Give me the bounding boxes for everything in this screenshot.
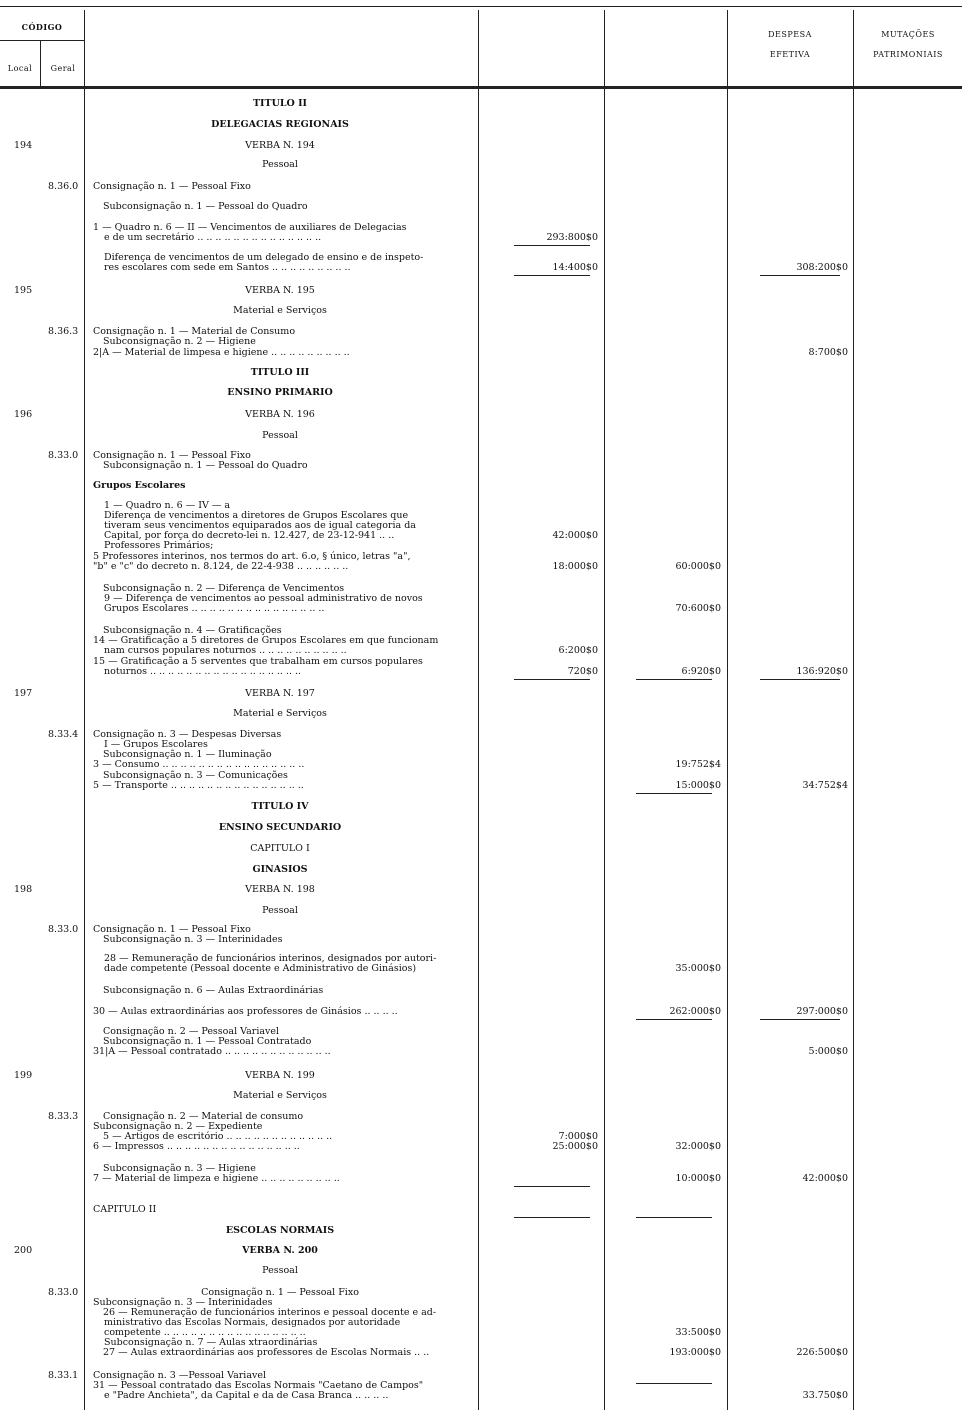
budget-line-text: Capital, por força do decreto-lei n. 12.427, de 23-12-941 .. .. <box>104 530 395 541</box>
local-code: 199 <box>14 1070 33 1081</box>
budget-line-text: 28 — Remuneração de funcionários interinos, designados por autori- <box>104 953 437 964</box>
budget-line-text: 30 — Aulas extraordinárias aos professores de Ginásios .. .. .. .. <box>93 1006 398 1017</box>
total-underline <box>636 1019 712 1020</box>
amount-v3: 262:000$0 <box>669 1006 721 1017</box>
amount-v4: 136:920$0 <box>796 666 848 677</box>
budget-line-text: 31 — Pessoal contratado das Escolas Normais "Caetano de Campos" <box>93 1380 424 1391</box>
section-heading: Material e Serviços <box>233 305 327 316</box>
geral-code: 8.36.3 <box>48 326 79 337</box>
section-heading: VERBA N. 198 <box>245 884 315 895</box>
budget-line-text: I — Grupos Escolares <box>104 739 208 750</box>
total-underline <box>514 679 590 680</box>
amount-v4: 33.750$0 <box>802 1390 848 1401</box>
amount-v3: 33:500$0 <box>675 1327 721 1338</box>
amount-v4: 42:000$0 <box>802 1173 848 1184</box>
section-heading: VERBA N. 194 <box>245 140 315 151</box>
budget-line-text: Subconsignação n. 1 — Pessoal Contratado <box>103 1036 312 1047</box>
amount-v3: 32:000$0 <box>675 1141 721 1152</box>
despesa-header: DESPESA <box>768 30 812 39</box>
budget-line-text: Subconsignação n. 3 — Higiene <box>103 1163 256 1174</box>
local-code: 198 <box>14 884 33 895</box>
amount-v3: 10:000$0 <box>675 1173 721 1184</box>
budget-line-text: dade competente (Pessoal docente e Administrativo de Ginásios) <box>104 963 417 974</box>
geral-code: 8.36.0 <box>48 181 79 192</box>
local-header: Local <box>7 64 33 73</box>
budget-line-text: Diferença de vencimentos de um delegado de ensino e de inspeto- <box>104 252 424 263</box>
budget-line-text: Consignação n. 3 —Pessoal Variavel <box>93 1370 267 1381</box>
col-line-geral <box>84 10 85 1410</box>
budget-line-text: Grupos Escolares .. .. .. .. .. .. .. .. .. .. .. .. .. .. .. <box>104 603 325 614</box>
budget-line-text: CAPITULO II <box>93 1204 157 1215</box>
section-heading: ENSINO SECUNDARIO <box>218 822 342 833</box>
budget-line-text: noturnos .. .. .. .. .. .. .. .. .. .. .. .. .. .. .. .. .. <box>104 666 302 677</box>
budget-line-text: nam cursos populares noturnos .. .. .. .. .. .. .. .. .. .. <box>104 645 347 656</box>
geral-code: 8.33.1 <box>48 1370 79 1381</box>
budget-line-text: 27 — Aulas extraordinárias aos professores de Escolas Normais .. .. <box>103 1347 430 1358</box>
section-heading: VERBA N. 197 <box>245 688 315 699</box>
total-underline <box>514 245 590 246</box>
col-line-v1 <box>604 10 605 1410</box>
amount-v4: 226:500$0 <box>796 1347 848 1358</box>
geral-code: 8.33.0 <box>48 924 79 935</box>
budget-line-text: 14 — Gratificação a 5 diretores de Grupos Escolares em que funcionam <box>93 635 439 646</box>
budget-line-text: ministrativo das Escolas Normais, designados por autoridade <box>104 1317 401 1328</box>
amount-v3: 35:000$0 <box>675 963 721 974</box>
local-code: 200 <box>14 1245 33 1256</box>
geral-header: Geral <box>50 64 76 73</box>
section-heading: VERBA N. 196 <box>245 409 315 420</box>
total-underline <box>636 1217 712 1218</box>
section-heading: VERBA N. 199 <box>245 1070 315 1081</box>
amount-v3: 15:000$0 <box>675 780 721 791</box>
amount-v1: 18:000$0 <box>552 561 598 572</box>
total-underline <box>760 275 840 276</box>
total-underline <box>760 679 840 680</box>
budget-line-text: 2|A — Material de limpesa e higiene .. .. .. .. .. .. .. .. .. <box>93 347 350 358</box>
total-underline <box>514 275 590 276</box>
budget-line-text: Consignação n. 1 — Pessoal Fixo <box>93 924 251 935</box>
local-code: 197 <box>14 688 33 699</box>
amount-v1: 25:000$0 <box>552 1141 598 1152</box>
budget-line-text: 9 — Diferença de vencimentos ao pessoal administrativo de novos <box>104 593 423 604</box>
amount-v3: 60:000$0 <box>675 561 721 572</box>
section-heading: Pessoal <box>262 159 298 170</box>
budget-line-text: 7 — Material de limpeza e higiene .. .. .. .. .. .. .. .. .. <box>93 1173 340 1184</box>
amount-v4: 8:700$0 <box>808 347 848 358</box>
budget-line-text: 3 — Consumo .. .. .. .. .. .. .. .. .. .. .. .. .. .. .. .. <box>93 759 305 770</box>
section-heading: CAPITULO I <box>250 843 310 854</box>
budget-line-text: Subconsignação n. 1 — Iluminação <box>103 749 272 760</box>
col-line-text <box>478 10 479 1410</box>
budget-line-text: Subconsignação n. 2 — Higiene <box>103 336 256 347</box>
efetiva-header: EFETIVA <box>769 50 811 59</box>
amount-v1: 6:200$0 <box>558 645 598 656</box>
amount-v1: 720$0 <box>567 666 598 677</box>
budget-line-text: 6 — Impressos .. .. .. .. .. .. .. .. .. .. .. .. .. .. .. <box>93 1141 300 1152</box>
amount-v3: 70:600$0 <box>675 603 721 614</box>
section-heading: Pessoal <box>262 905 298 916</box>
total-underline <box>636 1383 712 1384</box>
codigo-divider <box>0 40 84 41</box>
budget-line-text: Consignação n. 1 — Material de Consumo <box>93 326 296 337</box>
budget-line-text: Subconsignação n. 4 — Gratificações <box>103 625 282 636</box>
patrimoniais-header: PATRIMONIAIS <box>873 50 943 59</box>
col-line-v2 <box>727 10 728 1410</box>
section-heading: TITULO II <box>252 98 308 109</box>
budget-line-text: Professores Primários; <box>104 540 214 551</box>
header-rule <box>0 86 962 89</box>
amount-v1: 293:800$0 <box>546 232 598 243</box>
budget-line-text: 1 — Quadro n. 6 — II — Vencimentos de auxiliares de Delegacias <box>93 222 407 233</box>
section-heading: DELEGACIAS REGIONAIS <box>211 119 349 130</box>
budget-line-text: Subconsignação n. 2 — Diferença de Vencimentos <box>103 583 345 594</box>
section-heading: Pessoal <box>262 430 298 441</box>
budget-line-text: Grupos Escolares <box>93 480 186 491</box>
col-line-local <box>40 40 41 88</box>
budget-line-text: Subconsignação n. 7 — Aulas xtraordinárias <box>104 1337 318 1348</box>
codigo-header: CÓDIGO <box>21 22 63 32</box>
budget-line-text: 5 Professores interinos, nos termos do art. 6.o, § único, letras "a", <box>93 551 411 562</box>
total-underline <box>760 1019 840 1020</box>
budget-line-text: Subconsignação n. 3 — Interinidades <box>103 934 283 945</box>
budget-line-text: Consignação n. 2 — Pessoal Variavel <box>103 1026 280 1037</box>
amount-v4: 34:752$4 <box>802 780 848 791</box>
budget-line-text: 5 — Transporte .. .. .. .. .. .. .. .. .. .. .. .. .. .. .. <box>93 780 304 791</box>
section-heading: TITULO III <box>250 367 310 378</box>
budget-line-text: res escolares com sede em Santos .. .. .. .. .. .. .. .. .. <box>104 262 351 273</box>
mutacoes-header: MUTAÇÕES <box>881 30 935 39</box>
budget-line-text: 5 — Artigos de escritório .. .. .. .. .. .. .. .. .. .. .. .. <box>103 1131 333 1142</box>
section-heading: Material e Serviços <box>233 708 327 719</box>
budget-line-text: Subconsignação n. 2 — Expediente <box>93 1121 263 1132</box>
amount-v1: 14:400$0 <box>552 262 598 273</box>
budget-line-text: 1 — Quadro n. 6 — IV — a <box>104 500 231 511</box>
geral-code: 8.33.0 <box>48 450 79 461</box>
total-underline <box>514 1186 590 1187</box>
total-underline <box>636 679 712 680</box>
budget-line-text: Consignação n. 2 — Material de consumo <box>103 1111 304 1122</box>
section-heading: ENSINO PRIMARIO <box>227 387 333 398</box>
section-heading: Material e Serviços <box>233 1090 327 1101</box>
section-heading: Pessoal <box>262 1265 298 1276</box>
section-heading: ESCOLAS NORMAIS <box>225 1225 335 1236</box>
total-underline <box>636 793 712 794</box>
budget-line-text: e de um secretário .. .. .. .. .. .. .. .. .. .. .. .. .. .. <box>104 232 322 243</box>
budget-line-text: Subconsignação n. 1 — Pessoal do Quadro <box>103 201 308 212</box>
budget-line-text: Subconsignação n. 3 — Interinidades <box>93 1297 273 1308</box>
budget-line-text: 15 — Gratificação a 5 serventes que trabalham em cursos populares <box>93 656 423 667</box>
budget-line-text: Consignação n. 1 — Pessoal Fixo <box>93 450 251 461</box>
budget-line-text: 31|A — Pessoal contratado .. .. .. .. .. .. .. .. .. .. .. .. <box>93 1046 331 1057</box>
local-code: 195 <box>14 285 33 296</box>
amount-v3: 6:920$0 <box>681 666 721 677</box>
budget-line-text: Subconsignação n. 6 — Aulas Extraordinárias <box>103 985 324 996</box>
amount-v4: 5:000$0 <box>808 1046 848 1057</box>
col-line-v3 <box>853 10 854 1410</box>
total-underline <box>514 1217 590 1218</box>
local-code: 194 <box>14 140 33 151</box>
section-heading: VERBA N. 200 <box>242 1245 318 1256</box>
amount-v4: 297:000$0 <box>796 1006 848 1017</box>
section-heading: TITULO IV <box>251 801 309 812</box>
amount-v4: 308:200$0 <box>796 262 848 273</box>
budget-line-text: competente .. .. .. .. .. .. .. .. .. .. .. .. .. .. .. .. <box>104 1327 306 1338</box>
geral-code: 8.33.4 <box>48 729 79 740</box>
amount-v3: 19:752$4 <box>675 759 721 770</box>
budget-line-text: Diferença de vencimentos a diretores de Grupos Escolares que <box>104 510 409 521</box>
geral-code: 8.33.0 <box>48 1287 79 1298</box>
budget-line-text: e "Padre Anchieta", da Capital e da de Casa Branca .. .. .. .. <box>104 1390 389 1401</box>
budget-line-text: Consignação n. 1 — Pessoal Fixo <box>93 181 251 192</box>
budget-line-text: Consignação n. 3 — Despesas Diversas <box>93 729 282 740</box>
table-header <box>0 0 962 90</box>
amount-v3: 193:000$0 <box>669 1347 721 1358</box>
amount-v1: 7:000$0 <box>558 1131 598 1142</box>
top-rule <box>0 6 962 7</box>
section-heading: VERBA N. 195 <box>245 285 315 296</box>
section-heading: Consignação n. 1 — Pessoal Fixo <box>201 1287 359 1298</box>
section-heading: GINASIOS <box>252 864 308 875</box>
budget-line-text: tiveram seus vencimentos equiparados aos de igual categoria da <box>104 520 416 531</box>
budget-line-text: 26 — Remuneração de funcionários interinos e pessoal docente e ad- <box>103 1307 437 1318</box>
local-code: 196 <box>14 409 33 420</box>
geral-code: 8.33.3 <box>48 1111 79 1122</box>
budget-line-text: Subconsignação n. 1 — Pessoal do Quadro <box>103 460 308 471</box>
budget-line-text: "b" e "c" do decreto n. 8.124, de 22-4-938 .. .. .. .. .. .. <box>93 561 349 572</box>
budget-line-text: Subconsignação n. 3 — Comunicações <box>103 770 288 781</box>
amount-v1: 42:000$0 <box>552 530 598 541</box>
